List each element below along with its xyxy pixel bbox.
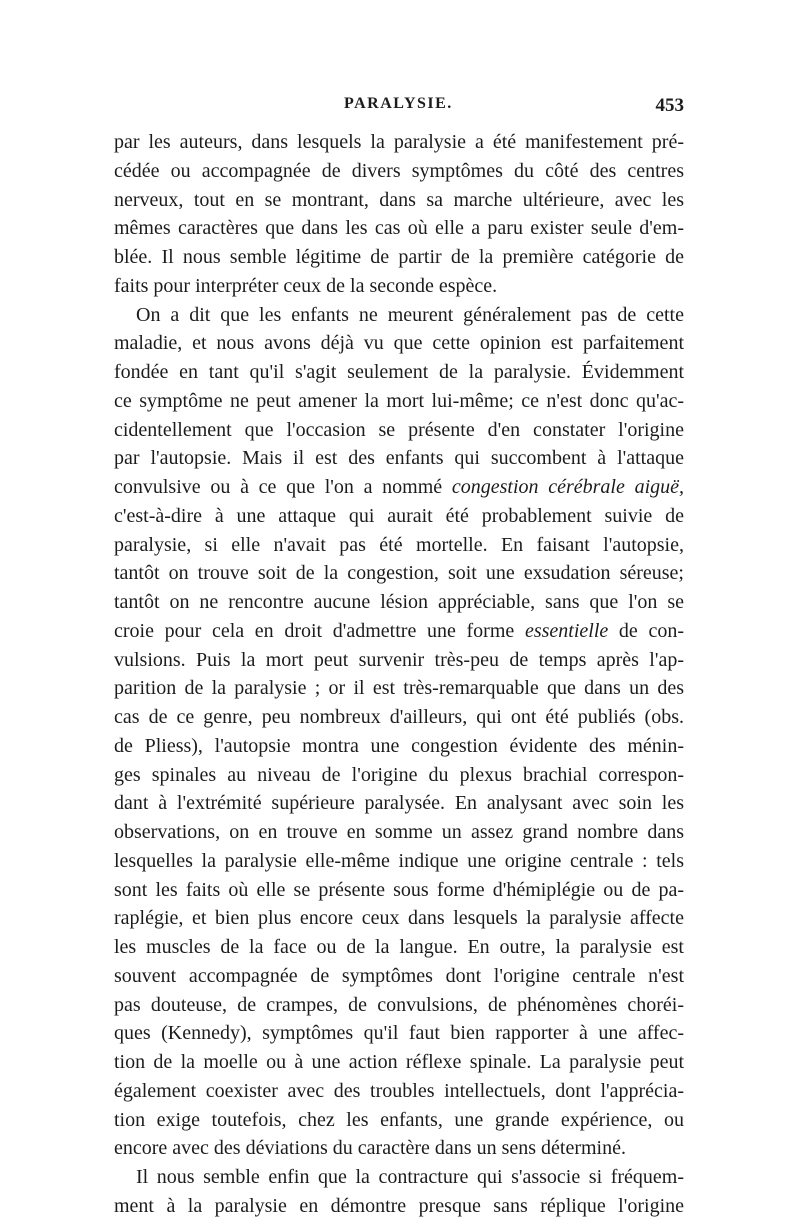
running-title: PARALYSIE. [344, 95, 453, 112]
text-line: blée. Il nous semble légitime de partir de la première catégorie de [114, 246, 684, 268]
text-line: ques (Kennedy), symptômes qu'il faut bien rapporter à une affec- [114, 1022, 684, 1045]
text-line [114, 617, 684, 646]
text-line: également coexister avec des troubles intellectuels, dont l'apprécia- [114, 1079, 684, 1102]
running-head [114, 95, 684, 123]
text-line: cas de ce genre, peu nombreux d'ailleurs, qui ont été publiés (obs. [114, 706, 684, 728]
italic-term: congestion cérébrale aiguë, [451, 476, 684, 498]
text-segment: de con- [608, 619, 684, 642]
text-line: souvent accompagnée de symptômes dont l'origine centrale n'est [114, 964, 684, 987]
text-line: ce symptôme ne peut amener la mort lui-même; ce n'est donc qu'ac- [114, 389, 684, 412]
text-line: Il nous semble enfin que la contracture qui s'associe si fréquem- [136, 1166, 684, 1188]
text-line: cidentellement que l'occasion se présente d'en constater l'origine [114, 418, 684, 441]
body-text [114, 128, 684, 1221]
text-line: tantôt on trouve soit de la congestion, soit une exsudation séreuse; [114, 562, 684, 585]
text-line: ges spinales au niveau de l'origine du plexus brachial correspon- [114, 763, 684, 786]
text-segment: convulsive ou à ce que l'on a nommé [114, 476, 452, 498]
italic-term: essentielle [524, 619, 609, 642]
page-number: 453 [655, 95, 684, 116]
text-line: maladie, et nous avons déjà vu que cette opinion est parfaitement [114, 332, 684, 355]
text-line: nerveux, tout en se montrant, dans sa marche ultérieure, avec les [114, 188, 684, 211]
text-line: cédée ou accompagnée de divers symptômes du côté des centres [114, 159, 684, 182]
text-line: pas douteuse, de crampes, de convulsions, de phénomènes choréi- [114, 993, 684, 1016]
text-line: lesquelles la paralysie elle-même indique une origine centrale : tels [114, 849, 684, 872]
text-line: tion de la moelle ou à une action réflexe spinale. La paralysie peut [114, 1051, 684, 1073]
text-line: observations, on en trouve en somme un assez grand nombre dans [114, 821, 684, 843]
text-line: c'est-à-dire à une attaque qui aurait été probablement suivie de [114, 504, 684, 527]
text-line: tantôt on ne rencontre aucune lésion appréciable, sans que l'on se [114, 591, 684, 613]
text-line: On a dit que les enfants ne meurent généralement pas de cette [136, 303, 684, 326]
text-line: faits pour interpréter ceux de la seconde espèce. [114, 274, 498, 297]
text-line [114, 473, 684, 502]
text-line: sont les faits où elle se présente sous forme d'hémiplégie ou de pa- [114, 878, 684, 901]
text-line: raplégie, et bien plus encore ceux dans lesquels la paralysie affecte [114, 907, 684, 930]
text-line: tion exige toutefois, chez les enfants, une grande expérience, ou [114, 1108, 684, 1131]
text-line: paralysie, si elle n'avait pas été mortelle. En faisant l'autopsie, [114, 533, 684, 556]
text-line: fondée en tant qu'il s'agit seulement de la paralysie. Évidemment [114, 361, 684, 383]
text-line: parition de la paralysie ; or il est très-remarquable que dans un des [114, 677, 684, 700]
text-line: les muscles de la face ou de la langue. En outre, la paralysie est [114, 936, 684, 958]
text-line: vulsions. Puis la mort peut survenir très-peu de temps après l'ap- [114, 648, 684, 671]
text-line: mêmes caractères que dans les cas où elle a paru exister seule d'em- [114, 217, 684, 240]
text-line: encore avec des déviations du caractère dans un sens déterminé. [114, 1137, 626, 1160]
text-line: de Pliess), l'autopsie montra une congestion évidente des ménin- [114, 734, 684, 757]
text-line: ment à la paralysie en démontre presque sans réplique l'origine [114, 1194, 684, 1217]
text-line: dant à l'extrémité supérieure paralysée. En analysant avec soin les [114, 792, 684, 815]
text-line: par les auteurs, dans lesquels la paralysie a été manifestement pré- [114, 131, 684, 153]
text-segment: croie pour cela en droit d'admettre une forme [114, 619, 525, 642]
text-line: par l'autopsie. Mais il est des enfants qui succombent à l'attaque [114, 447, 684, 470]
